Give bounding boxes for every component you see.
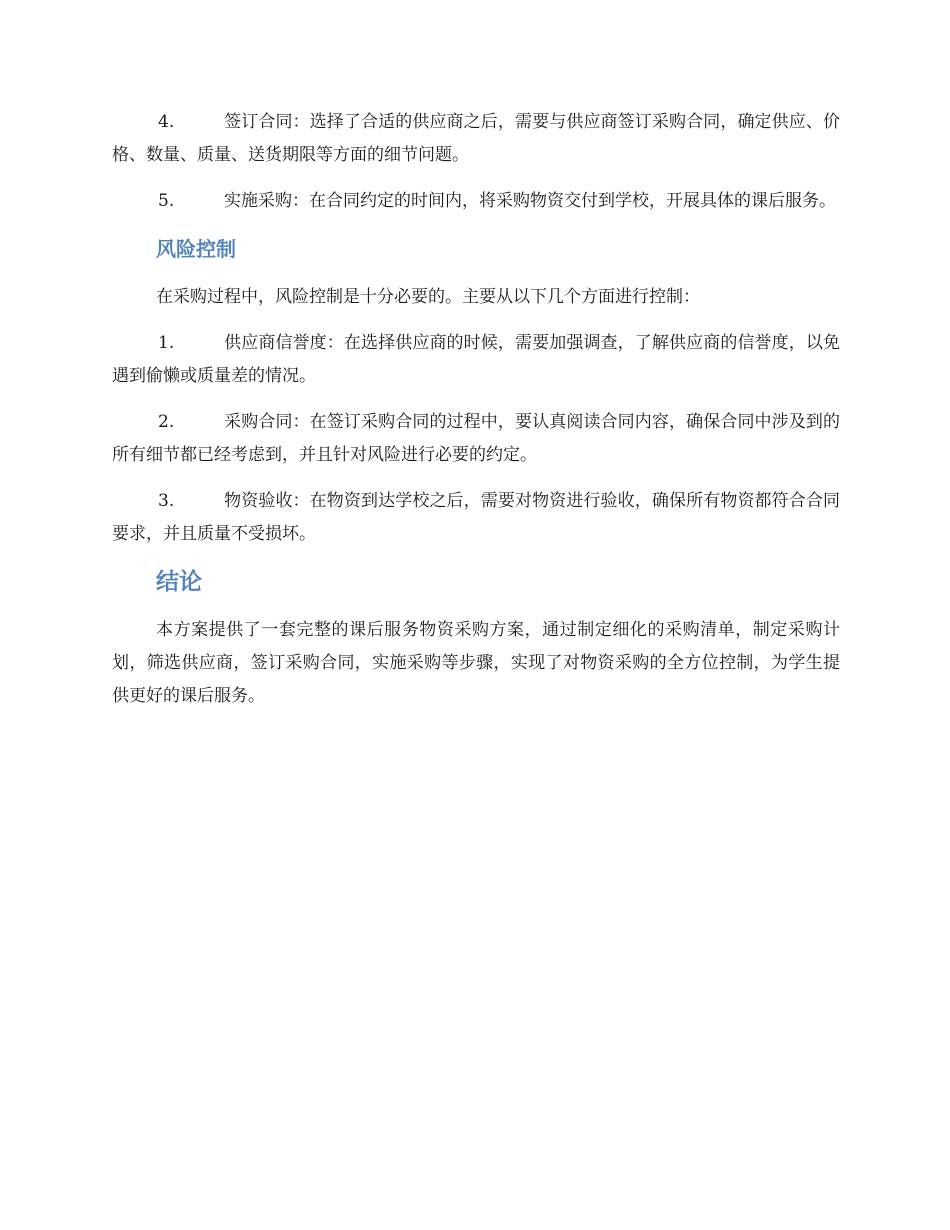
list-item-risk-3 xyxy=(112,485,840,551)
list-number: 1. xyxy=(158,333,175,353)
list-item-text: 实施采购：在合同约定的时间内，将采购物资交付到学校，开展具体的课后服务。 xyxy=(224,191,836,211)
list-item-text: 签订合同：选择了合适的供应商之后，需要与供应商签订采购合同，确定供应、价格、数量、质量、送货期限等方面的细节问题。 xyxy=(112,112,840,165)
list-number: 3. xyxy=(158,491,175,511)
list-item-text: 供应商信誉度：在选择供应商的时候，需要加强调查，了解供应商的信誉度，以免遇到偷懒或质量差的情况。 xyxy=(112,333,840,386)
list-item-risk-1 xyxy=(112,327,840,393)
conclusion-paragraph: 本方案提供了一套完整的课后服务物资采购方案，通过制定细化的采购清单，制定采购计划，筛选供应商，签订采购合同，实施采购等步骤，实现了对物资采购的全方位控制，为学生提供更好的课后服务。 xyxy=(112,620,840,706)
list-number: 4. xyxy=(158,112,175,132)
list-item-step-5 xyxy=(112,185,840,218)
risk-intro-paragraph: 在采购过程中，风险控制是十分必要的。主要从以下几个方面进行控制： xyxy=(156,287,700,307)
section-heading-conclusion: 结论 xyxy=(156,569,202,595)
list-item-text: 物资验收：在物资到达学校之后，需要对物资进行验收，确保所有物资都符合合同要求，并且质量不受损坏。 xyxy=(112,491,840,544)
list-number: 2. xyxy=(158,412,175,432)
list-item-risk-2 xyxy=(112,406,840,472)
document-page xyxy=(112,106,840,726)
list-item-step-4 xyxy=(112,106,840,172)
list-item-text: 采购合同：在签订采购合同的过程中，要认真阅读合同内容，确保合同中涉及到的所有细节都已经考虑到，并且针对风险进行必要的约定。 xyxy=(112,412,840,465)
list-number: 5. xyxy=(158,191,175,211)
section-heading-risk-control: 风险控制 xyxy=(156,237,236,261)
